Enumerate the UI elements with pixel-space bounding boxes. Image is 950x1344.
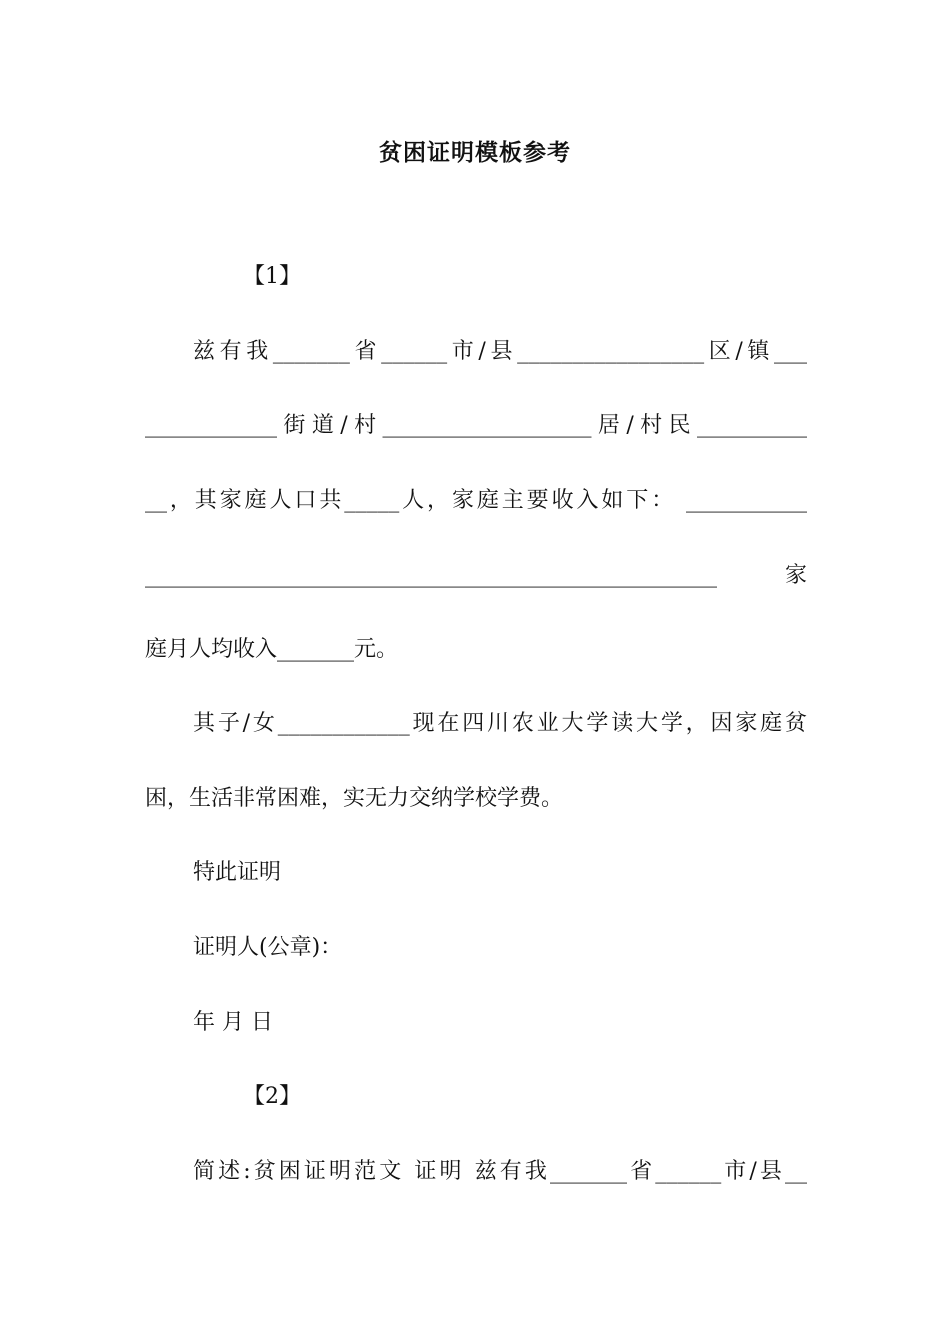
paragraph-line: __，其家庭人口共_____人，家庭主要收入如下： ___________	[145, 488, 807, 513]
paragraph-line: 其子/女____________现在四川农业大学读大学，因家庭贫	[193, 711, 807, 736]
paragraph-line: ____________________________________________________ 家	[145, 563, 807, 588]
paragraph-line: 简述:贫困证明范文 证明 兹有我_______省______市/县__	[193, 1159, 807, 1184]
paragraph-line: ____________街道/村___________________居/村民__________	[145, 413, 807, 438]
document-title: 贫困证明模板参考	[379, 139, 571, 166]
closing-statement: 特此证明	[193, 860, 282, 885]
certifier-seal-label: 证明人(公章)：	[193, 935, 343, 960]
paragraph-line: 庭月人均收入_______元。	[145, 637, 399, 662]
paragraph-line: 困，生活非常困难，实无力交纳学校学费。	[145, 786, 564, 811]
section-marker-1: 【1】	[243, 264, 301, 289]
section-marker-2: 【2】	[243, 1084, 301, 1109]
paragraph-line: 兹有我_______省______市/县_________________区/镇___	[193, 339, 807, 364]
date-line: 年 月 日	[193, 1010, 273, 1035]
